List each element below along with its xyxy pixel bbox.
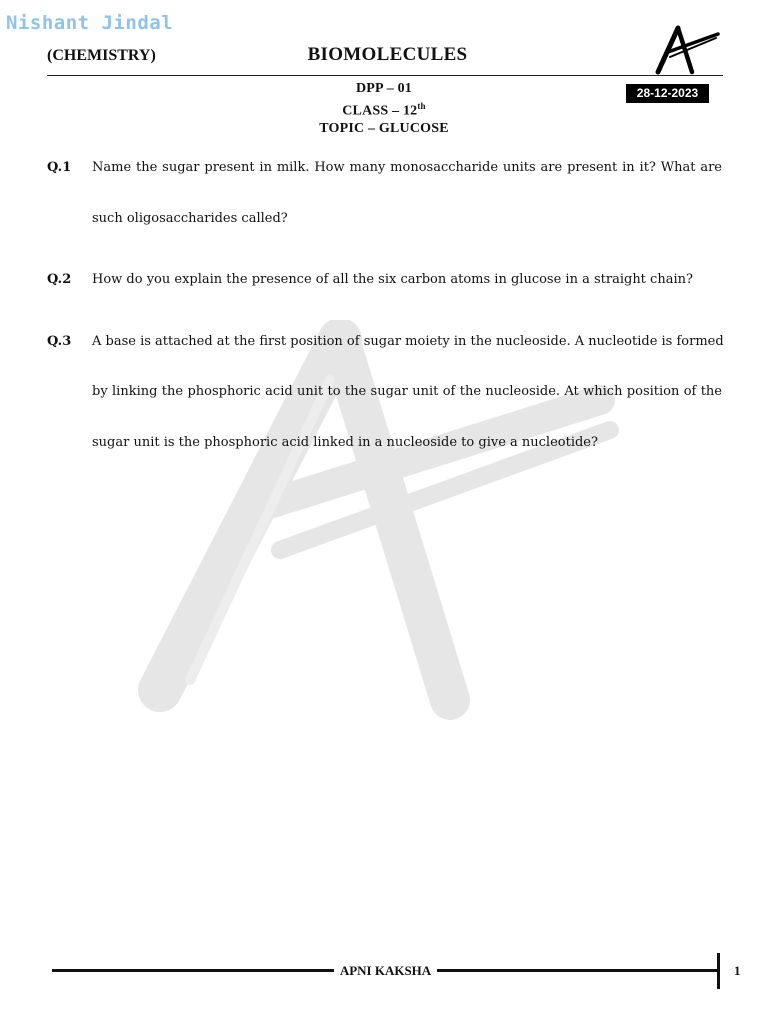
topic-label: TOPIC – GLUCOSE [319,121,449,136]
question-text-line: A base is attached at the first position of sugar moiety in the nucleoside. A nucleotide is formed [92,334,724,349]
question-text-line: sugar unit is the phosphoric acid linked in a nucleoside to give a nucleotide? [92,435,598,450]
class-text: CLASS – 12 [342,103,418,119]
question-number: Q.2 [47,272,72,287]
question-text-line: How do you explain the presence of all the six carbon atoms in glucose in a straight chain? [92,272,693,287]
subject-label: (CHEMISTRY) [47,47,156,64]
header-divider [47,75,723,76]
footer-brand: APNI KAKSHA [339,963,432,978]
footer-rule-left [52,969,334,972]
date-badge: 28-12-2023 [626,84,709,103]
footer-vertical-bar [717,953,720,989]
page-title: BIOMOLECULES [307,44,468,65]
page-number: 1 [734,963,741,978]
dpp-label: DPP – 01 [355,81,413,96]
question-text-line: by linking the phosphoric acid unit to the sugar unit of the nucleoside. At which position of the [92,384,722,399]
class-label [0,101,768,120]
apni-kaksha-logo-icon [652,24,724,76]
question-text-line: such oligosaccharides called? [92,211,288,226]
footer-rule-right [437,969,718,972]
question-number: Q.3 [47,334,72,349]
question-number: Q.1 [47,160,72,175]
watermark-name: Nishant Jindal [6,12,174,34]
class-superscript: th [417,101,426,111]
question-text-line: Name the sugar present in milk. How many monosaccharide units are present in it? What are [92,160,722,175]
background-logo-watermark [130,320,630,720]
